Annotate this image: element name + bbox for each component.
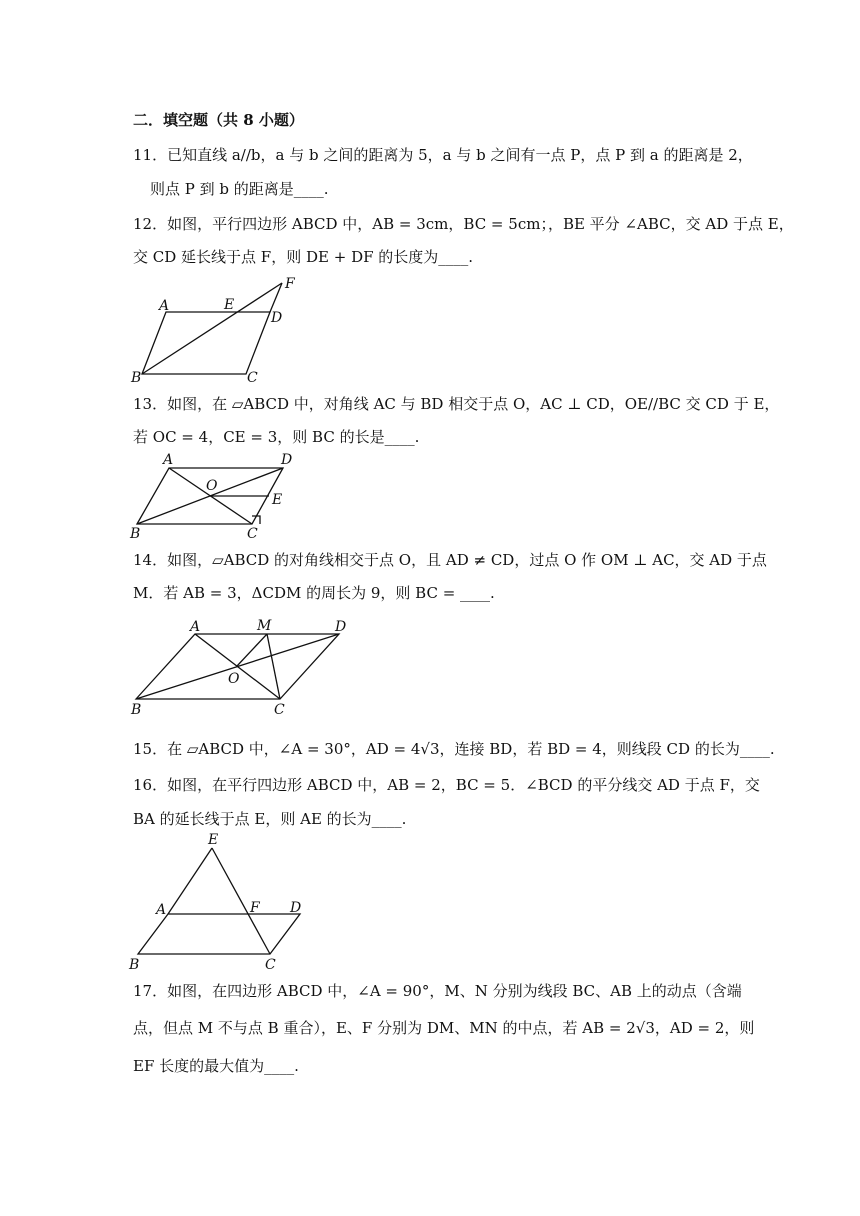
label-d: D (290, 900, 302, 916)
label-e: E (224, 297, 235, 313)
problem-11-line-2: 则点 P 到 b 的距离是____. (150, 180, 329, 198)
label-d: D (281, 452, 293, 468)
parallelogram-abcd (138, 914, 300, 954)
label-o: O (206, 478, 218, 494)
problem-12-line-2: 交 CD 延长线于点 F，则 DE + DF 的长度为____. (133, 248, 474, 266)
label-c: C (274, 702, 285, 718)
label-b: B (131, 370, 142, 386)
label-c: C (247, 526, 258, 542)
problem-17-line-2: 点，但点 M 不与点 B 重合），E、F 分别为 DM、MN 的中点，若 AB = 2√3，AD = 2，则 (133, 1019, 755, 1037)
segment-bf (142, 283, 282, 374)
label-e: E (272, 492, 283, 508)
label-d: D (271, 310, 283, 326)
diagonal-ac (195, 634, 280, 699)
label-c: C (247, 370, 258, 386)
problem-13-line-1: 13．如图，在 ▱ABCD 中，对角线 AC 与 BD 相交于点 O，AC ⊥ CD，OE//BC 交 CD 于 E， (133, 395, 780, 413)
figure-14 (128, 614, 358, 718)
section-title: 二．填空题（共 8 小题） (133, 111, 304, 129)
label-m: M (257, 618, 272, 634)
problem-14-line-2: M．若 AB = 3，ΔCDM 的周长为 9，则 BC = ____. (133, 584, 495, 602)
label-b: B (130, 526, 141, 542)
label-o: O (228, 671, 240, 687)
label-b: B (129, 957, 140, 972)
problem-17-line-1: 17．如图，在四边形 ABCD 中，∠A = 90°，M、N 分别为线段 BC、AB 上的动点（含端 (133, 982, 742, 1000)
parallelogram-abcd (142, 312, 270, 374)
problem-15-line-1: 15．在 ▱ABCD 中，∠A = 30°，AD = 4√3，连接 BD，若 BD = 4，则线段 CD 的长为____. (133, 740, 775, 758)
problem-16-line-1: 16．如图，在平行四边形 ABCD 中，AB = 2，BC = 5．∠BCD 的平分线交 AD 于点 F，交 (133, 776, 760, 794)
problem-16-line-2: BA 的延长线于点 E，则 AE 的长为____. (133, 810, 407, 828)
label-b: B (131, 702, 142, 718)
label-f: F (285, 276, 295, 292)
problem-14-line-1: 14．如图，▱ABCD 的对角线相交于点 O，且 AD ≠ CD，过点 O 作 OM ⊥ AC，交 AD 于点 (133, 551, 767, 569)
label-f: F (250, 900, 260, 916)
figure-13 (128, 450, 308, 542)
label-a: A (159, 298, 170, 314)
problem-13-line-2: 若 OC = 4，CE = 3，则 BC 的长是____. (133, 428, 420, 446)
label-a: A (190, 619, 201, 635)
label-e: E (208, 832, 219, 848)
segment-ec (212, 848, 270, 954)
label-c: C (265, 957, 276, 972)
figure-12 (128, 276, 308, 386)
label-a: A (156, 902, 167, 918)
label-d: D (335, 619, 347, 635)
problem-17-line-3: EF 长度的最大值为____. (133, 1057, 299, 1075)
problem-12-line-1: 12．如图，平行四边形 ABCD 中，AB = 3cm，BC = 5cm；，BE 平分 ∠ABC，交 AD 于点 E， (133, 215, 794, 233)
problem-11-line-1: 11．已知直线 a//b，a 与 b 之间的距离为 5，a 与 b 之间有一点 P，点 P 到 a 的距离是 2， (133, 146, 753, 164)
figure-16 (126, 830, 316, 972)
segment-ae (168, 848, 212, 914)
segment-mc (267, 634, 280, 699)
label-a: A (163, 452, 174, 468)
